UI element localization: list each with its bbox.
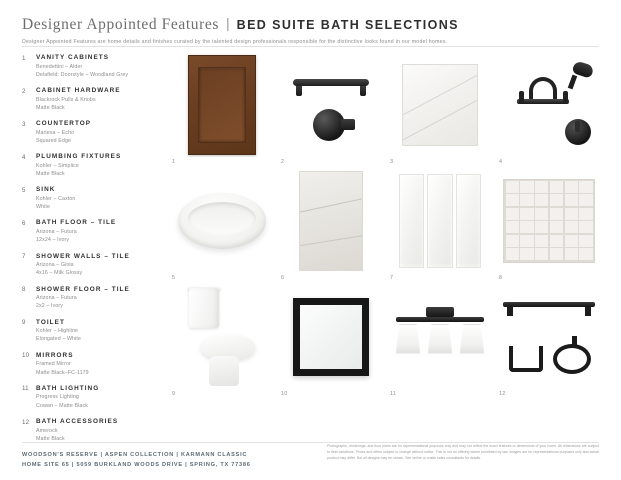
light-shade-icon	[396, 324, 420, 354]
mosaic-tile-piece	[579, 235, 592, 247]
hardware-group	[283, 57, 379, 153]
cell-number: 3	[390, 159, 394, 165]
light-mount-plate-icon	[426, 307, 454, 317]
cell-number: 6	[281, 275, 285, 281]
countertop-image	[390, 52, 490, 157]
mosaic-tile-piece	[535, 235, 548, 247]
pull-leg-left-icon	[296, 86, 302, 96]
mosaic-tile-piece	[535, 181, 548, 193]
mosaic-tile-piece	[520, 181, 533, 193]
light-shade-icon	[460, 324, 484, 354]
mosaic-tile-piece	[520, 221, 533, 233]
cell-number: 9	[172, 391, 176, 397]
mosaic-tile-piece	[535, 221, 548, 233]
mosaic-tile-piece	[506, 181, 519, 193]
pull-leg-right-icon	[360, 86, 366, 96]
mosaic-tile-piece	[520, 194, 533, 206]
spec-title: MIRRORS	[36, 351, 74, 359]
toilet-base-icon	[209, 356, 239, 386]
towel-bar-post-left-icon	[507, 307, 513, 316]
mosaic-tile-piece	[565, 221, 578, 233]
mirror-image	[281, 284, 381, 389]
subway-tile-piece	[456, 174, 481, 268]
vanity-cabinet-sample	[172, 52, 272, 165]
spec-item	[22, 87, 162, 112]
spec-detail: Amerock Matte Black	[36, 427, 65, 442]
mosaic-tile-piece	[506, 235, 519, 247]
knob-stem-icon	[341, 119, 355, 130]
spec-title: TOILET	[36, 318, 65, 326]
countertop-slab-icon	[402, 64, 478, 146]
bath-floor-tile-image	[281, 168, 381, 273]
spec-item	[22, 186, 162, 211]
shower-walls-tile-sample	[390, 168, 490, 281]
spec-title: SINK	[36, 186, 56, 194]
bath-accessories-sample	[499, 284, 599, 397]
bath-lighting-sample	[390, 284, 490, 397]
spec-detail: Kohler – Caxton White	[36, 195, 76, 211]
shower-valve-trim-icon	[565, 119, 591, 145]
header-divider	[22, 46, 599, 47]
light-bar-icon	[396, 317, 484, 322]
header-subtitle: Designer Appointed Features are home details and finishes curated by the talented design professionals responsible for the distinctive looks found in our model homes.	[22, 39, 448, 45]
toilet-tank-icon	[189, 288, 219, 328]
bath-floor-tile-sample	[281, 168, 381, 281]
mosaic-tile-piece	[535, 194, 548, 206]
spec-detail: Kohler – Simplice Matte Black	[36, 162, 79, 177]
faucet-handle-left-icon	[519, 91, 524, 103]
spec-title: SHOWER FLOOR – TILE	[36, 285, 130, 293]
sink-sample	[172, 168, 272, 281]
mosaic-tile-piece	[550, 181, 563, 193]
stone-tile-icon	[299, 171, 363, 271]
bath-accessories-image	[499, 284, 599, 389]
mosaic-tile-piece	[520, 235, 533, 247]
mosaic-tile-piece	[579, 181, 592, 193]
sink-image	[172, 168, 272, 273]
spec-item	[22, 253, 162, 278]
page-title	[22, 16, 599, 34]
spec-number: 9	[22, 319, 26, 327]
cabinet-door-icon	[188, 55, 256, 155]
mosaic-tile-piece	[550, 208, 563, 220]
cell-number: 12	[499, 391, 506, 397]
cell-number: 1	[172, 159, 176, 165]
spec-title: COUNTERTOP	[36, 120, 92, 128]
mosaic-tile-piece	[550, 248, 563, 260]
spec-detail: Blackrock Pulls & Knobs Matte Black	[36, 96, 96, 111]
framed-mirror-icon	[293, 298, 369, 376]
spec-title: CABINET HARDWARE	[36, 87, 121, 95]
specifications-list	[22, 54, 162, 451]
toilet-image	[172, 284, 272, 389]
mosaic-tile-piece	[565, 235, 578, 247]
spec-item	[22, 418, 162, 443]
spec-item	[22, 385, 162, 410]
mirror-sample	[281, 284, 381, 397]
mosaic-tile-piece	[565, 194, 578, 206]
spec-number: 11	[22, 385, 29, 393]
plumbing-fixtures-sample	[499, 52, 599, 165]
spec-item	[22, 54, 162, 79]
subway-tile-piece	[399, 174, 424, 268]
title-main: Designer Appointed Features	[22, 16, 219, 33]
subway-tile-piece	[427, 174, 452, 268]
grid-row	[172, 168, 599, 281]
mosaic-tile-piece	[520, 248, 533, 260]
cell-number: 2	[281, 159, 285, 165]
shower-floor-tile-sample	[499, 168, 599, 281]
vanity-light-icon	[392, 301, 488, 373]
footer-divider	[22, 442, 599, 443]
spec-detail: Kohler – Highline Elongated – White	[36, 328, 81, 343]
countertop-sample	[390, 52, 490, 165]
title-separator: |	[226, 15, 230, 31]
shower-wall-tile-image	[390, 168, 490, 273]
spec-detail: Progress Lighting Cowan – Matte Black	[36, 394, 88, 409]
undermount-sink-icon	[178, 193, 266, 249]
spec-number: 8	[22, 286, 26, 294]
spec-item	[22, 219, 162, 244]
mosaic-tile-icon	[503, 179, 595, 263]
spec-number: 1	[22, 54, 26, 62]
spec-detail: Framed Mirror Matte Black–FC-1179	[36, 361, 89, 376]
spec-number: 5	[22, 186, 26, 194]
light-shade-icon	[428, 324, 452, 354]
cell-number: 11	[390, 391, 397, 397]
shower-arm-icon	[568, 74, 577, 89]
spec-item	[22, 120, 162, 145]
cell-number: 4	[499, 159, 503, 165]
community-line: WOODSON'S RESERVE | ASPEN COLLECTION | KARMANN CLASSIC	[22, 452, 248, 458]
grid-row	[172, 52, 599, 165]
mosaic-tile-piece	[565, 248, 578, 260]
accessories-group	[499, 296, 599, 378]
cell-number: 5	[172, 275, 176, 281]
spec-detail: Arizona – Gioia 4x16 – Milk Glossy	[36, 262, 83, 277]
cabinet-pull-icon	[293, 79, 369, 86]
spec-title: BATH LIGHTING	[36, 384, 100, 392]
mosaic-tile-piece	[506, 221, 519, 233]
spec-title: SHOWER WALLS – TILE	[36, 252, 130, 260]
spec-detail: Arizona – Futura 12x24 – Ivory	[36, 228, 77, 244]
disclaimer-text: Photographs, renderings, and floor plans are for representational purposes only and may not reflect the exact features or dimensions of your home. All dimensions are subject to field variations. Prices and offers subject to change without notice. This is not an offering where prohibited by law. Images are for representational purposes only and actual product may differ. Not all designs may be shown. See online or onsite sales consultants for details.	[327, 444, 599, 460]
spec-number: 2	[22, 87, 26, 95]
mosaic-tile-piece	[550, 221, 563, 233]
mosaic-tile-piece	[565, 208, 578, 220]
faucet-base-icon	[517, 99, 569, 104]
towel-bar-icon	[503, 302, 595, 307]
mosaic-tile-piece	[579, 208, 592, 220]
spec-title: BATH FLOOR – TILE	[36, 219, 117, 227]
toilet-paper-holder-icon	[509, 346, 543, 372]
mosaic-tile-piece	[520, 208, 533, 220]
spec-item	[22, 153, 162, 178]
spec-number: 10	[22, 352, 30, 360]
spec-title: VANITY CABINETS	[36, 54, 110, 61]
towel-bar-post-right-icon	[585, 307, 591, 316]
mosaic-tile-piece	[579, 248, 592, 260]
plumbing-fixtures-image	[499, 52, 599, 157]
cell-number: 7	[390, 275, 394, 281]
mosaic-tile-piece	[565, 181, 578, 193]
cell-number: 8	[499, 275, 503, 281]
towel-ring-icon	[553, 344, 591, 374]
mosaic-tile-piece	[550, 194, 563, 206]
cabinet-door-image	[172, 52, 272, 157]
spec-number: 12	[22, 418, 30, 426]
cabinet-hardware-sample	[281, 52, 381, 165]
spec-item	[22, 352, 162, 377]
grid-row	[172, 284, 599, 397]
spec-number: 4	[22, 153, 26, 161]
mosaic-tile-piece	[535, 208, 548, 220]
spec-detail: Arizona – Futura 2x2 – Ivory	[36, 295, 77, 310]
spec-item	[22, 319, 162, 344]
faucet-handle-right-icon	[563, 91, 568, 103]
cabinet-hardware-image	[281, 52, 381, 157]
spec-detail: Marlexa – Echo Squared Edge	[36, 129, 75, 144]
cell-number: 10	[281, 391, 288, 397]
bath-lighting-image	[390, 284, 490, 389]
spec-title: PLUMBING FIXTURES	[36, 153, 122, 161]
mosaic-tile-piece	[579, 194, 592, 206]
spec-detail: Benedettini – Alder Delafield: Doorstyle – Woodland Grey	[36, 63, 129, 78]
shower-floor-tile-image	[499, 168, 599, 273]
spec-item	[22, 286, 162, 311]
spec-title: BATH ACCESSORIES	[36, 418, 119, 426]
mosaic-tile-piece	[506, 194, 519, 206]
toilet-sample	[172, 284, 272, 397]
spec-number: 7	[22, 253, 26, 261]
header	[22, 16, 599, 46]
mosaic-tile-piece	[550, 235, 563, 247]
spec-number: 6	[22, 219, 26, 227]
toilet-icon	[185, 286, 259, 388]
subway-tile-icon	[399, 174, 481, 268]
title-subheading: BED SUITE BATH SELECTIONS	[236, 18, 459, 32]
spec-number: 3	[22, 120, 26, 128]
mosaic-tile-piece	[506, 208, 519, 220]
footer	[22, 450, 322, 471]
mosaic-tile-piece	[506, 248, 519, 260]
plumbing-group	[499, 55, 599, 155]
mosaic-tile-piece	[535, 248, 548, 260]
address-line: HOME SITE 65 | 5059 BURKLAND WOODS DRIVE | SPRING, TX 77386	[22, 462, 251, 469]
product-image-grid	[172, 52, 599, 400]
mosaic-tile-piece	[579, 221, 592, 233]
